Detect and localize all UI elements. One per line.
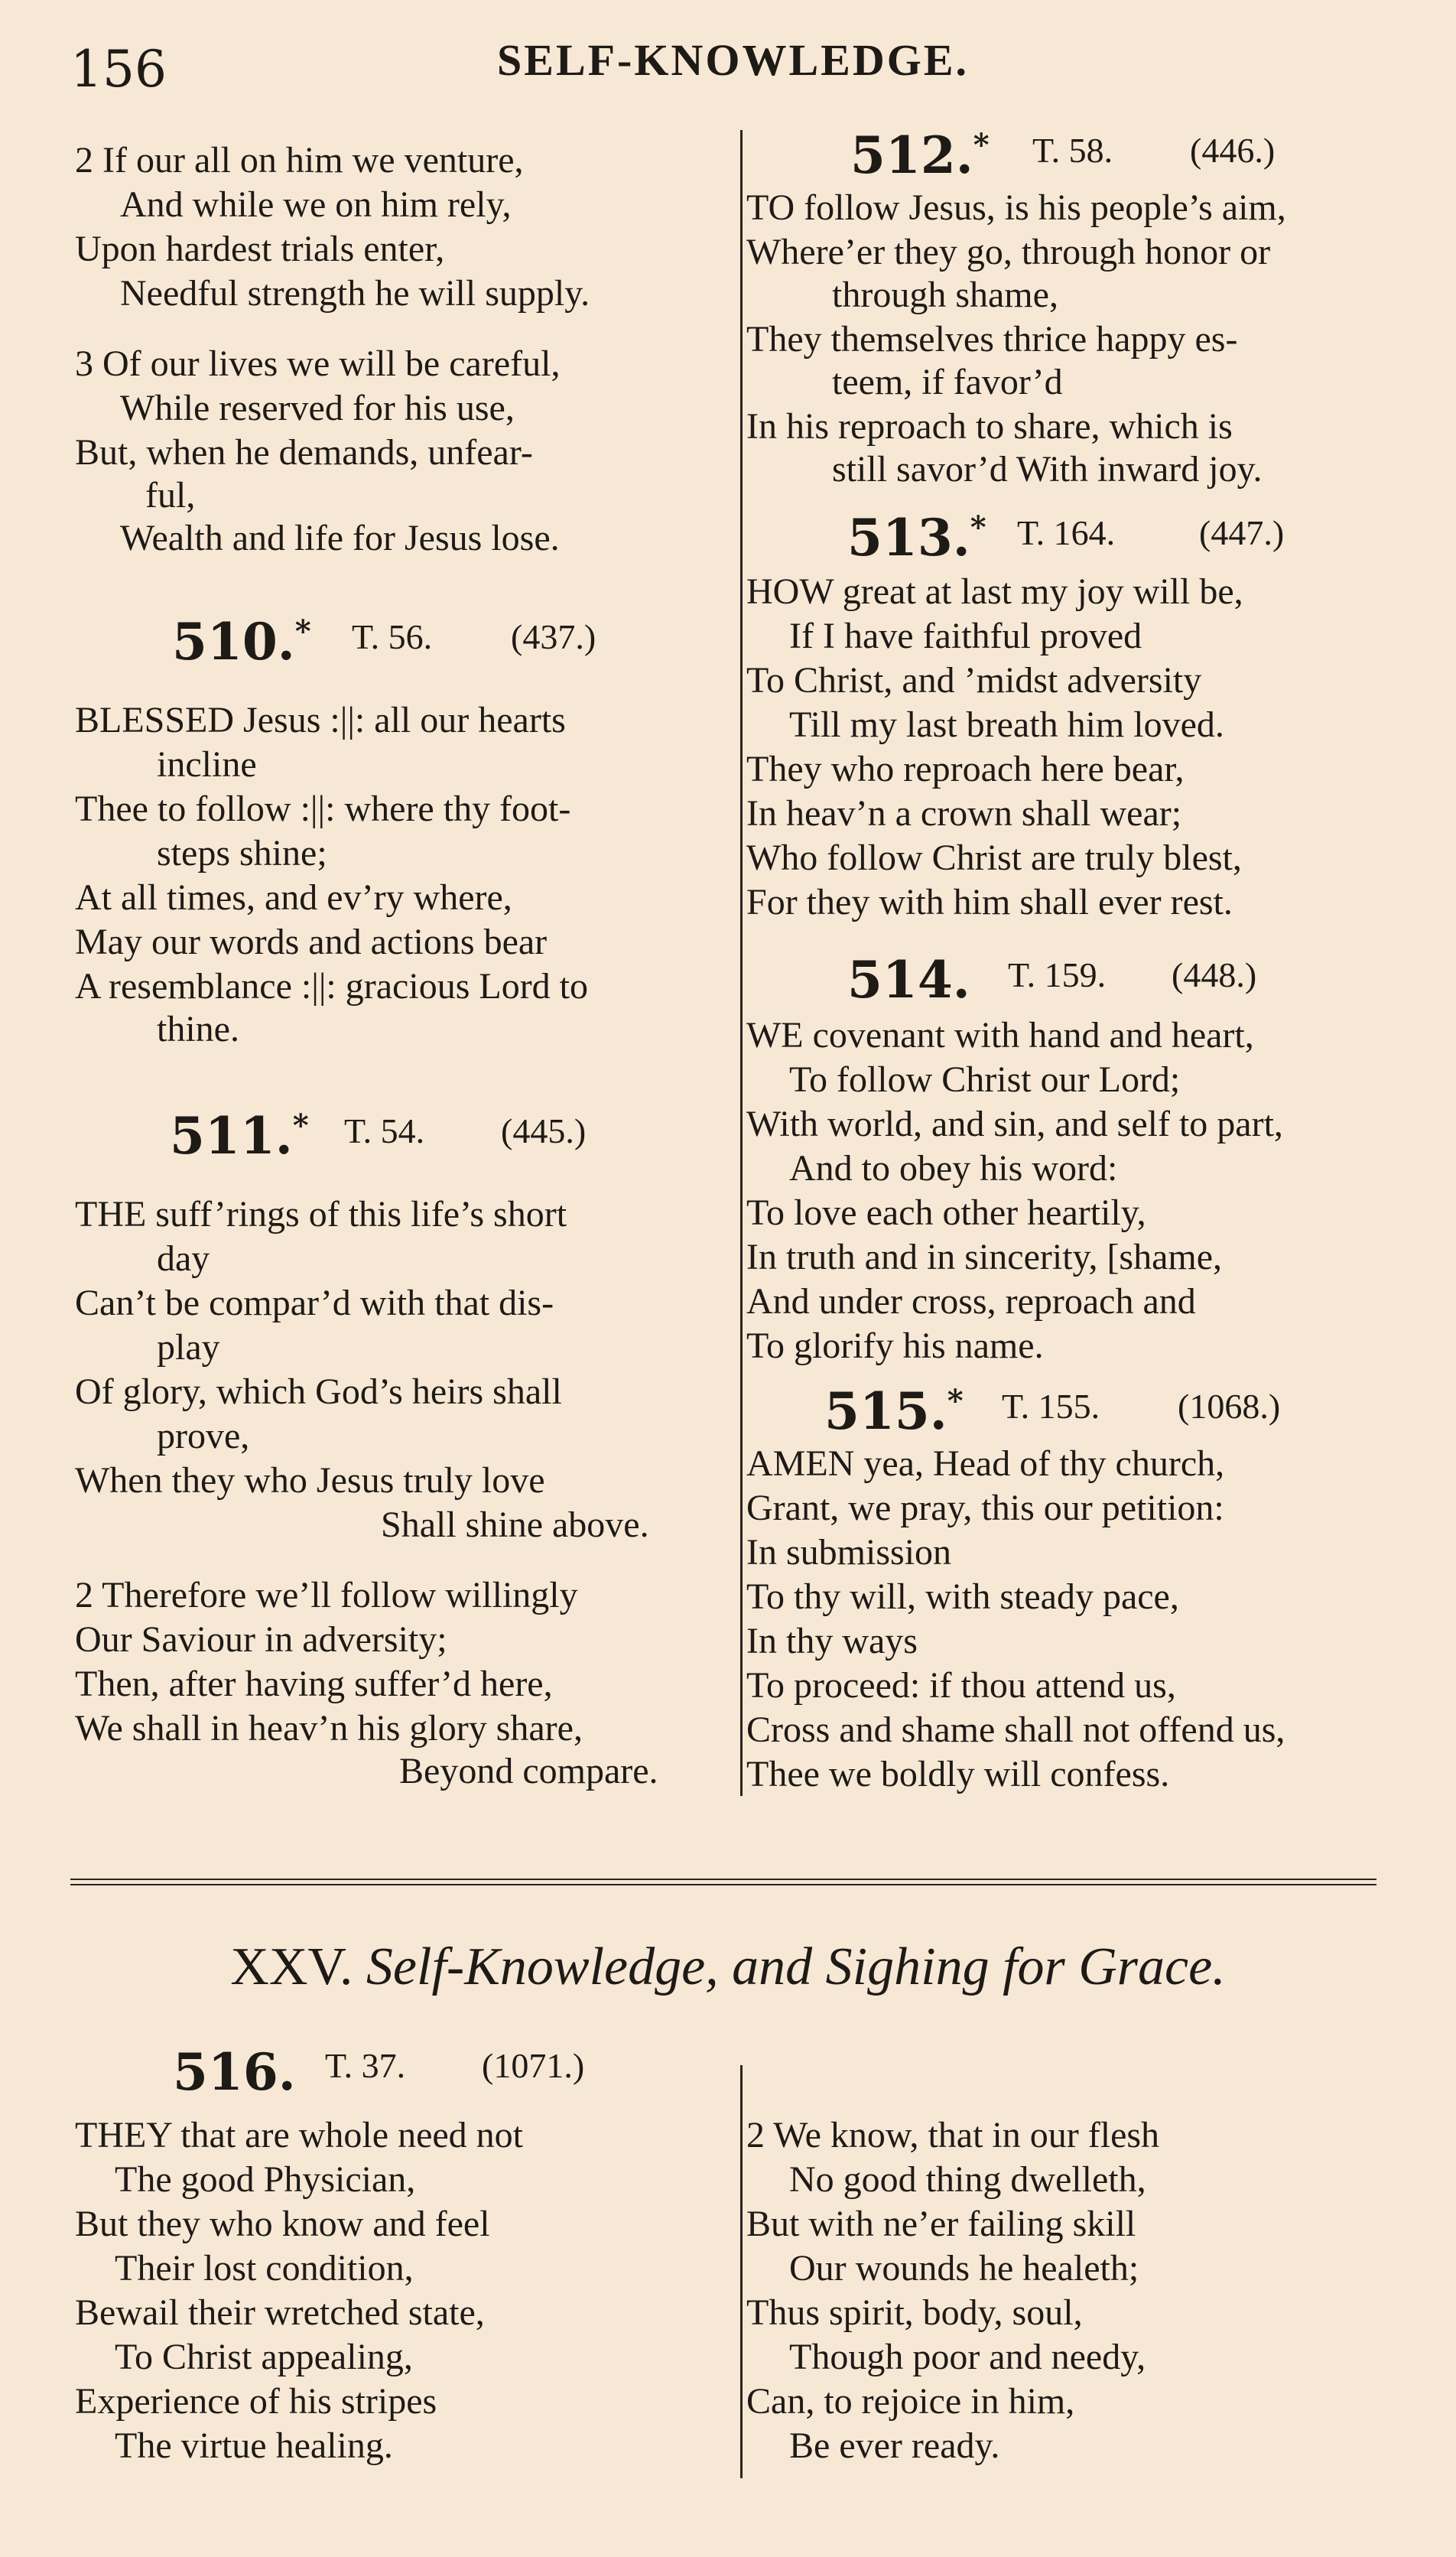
verse-line: But with ne’er failing skill	[746, 2204, 1136, 2244]
verse-line: To Christ appealing,	[115, 2337, 413, 2377]
verse-line: To follow Christ our Lord;	[789, 1059, 1181, 1100]
hymn-reference: (437.)	[511, 617, 596, 656]
verse-line: In truth and in sincerity, [shame,	[746, 1237, 1223, 1277]
verse-line: TO follow Jesus, is his people’s aim,	[746, 187, 1286, 228]
verse-line: Needful strength he will supply.	[120, 273, 590, 314]
tune-number: T. 37.	[325, 2046, 406, 2085]
verse-line: steps shine;	[157, 833, 327, 873]
column-divider-bottom	[740, 2065, 743, 2478]
verse-line: If I have faithful proved	[789, 616, 1142, 656]
verse-line: Where’er they go, through honor or	[746, 232, 1271, 272]
verse-line: For they with him shall ever rest.	[746, 882, 1233, 922]
tune-number: T. 159.	[1008, 955, 1107, 994]
verse-line: With world, and sin, and self to part,	[746, 1104, 1283, 1144]
page-number: 156	[70, 40, 167, 99]
verse-line: And to obey his word:	[789, 1148, 1118, 1189]
hymn-reference: (1071.)	[482, 2046, 585, 2085]
verse-line: To Christ, and ’midst adversity	[746, 660, 1202, 701]
section-heading	[0, 1937, 1456, 1998]
column-divider-top	[740, 130, 743, 1796]
verse-line: thine.	[157, 1009, 239, 1049]
verse-line: Shall shine above.	[381, 1505, 649, 1545]
verse-line: Can’t be compar’d with that dis-	[75, 1283, 554, 1323]
tune-number: T. 54.	[344, 1111, 425, 1150]
verse-line: May our words and actions bear	[75, 922, 548, 962]
hymn-number: 516.	[173, 2042, 296, 2102]
hymn-reference: (448.)	[1172, 955, 1257, 994]
verse-line: ful,	[145, 475, 196, 516]
section-numeral: XXV.	[230, 1937, 353, 1996]
verse-line: In heav’n a crown shall wear;	[746, 793, 1182, 834]
verse-line: To glorify his name.	[746, 1326, 1044, 1366]
verse-line: Beyond compare.	[399, 1751, 658, 1791]
section-title-part-2: and Sighing for Grace.	[732, 1937, 1226, 1996]
hymn-number: 510.*	[172, 612, 311, 672]
verse-line: While reserved for his use,	[120, 388, 515, 428]
hymn-number: 511.*	[170, 1106, 309, 1166]
verse-line: Our wounds he healeth;	[789, 2248, 1139, 2289]
verse-line: Grant, we pray, this our petition:	[746, 1488, 1224, 1528]
verse-line: Bewail their wretched state,	[75, 2292, 485, 2333]
hymn-number: 512.*	[850, 125, 990, 185]
verse-line: Though poor and needy,	[789, 2337, 1146, 2377]
verse-line: Thus spirit, body, soul,	[746, 2292, 1083, 2333]
verse-line: Be ever ready.	[789, 2425, 1000, 2466]
verse-line: Their lost condition,	[115, 2248, 414, 2289]
hymn-number: 515.*	[824, 1381, 964, 1441]
running-head: SELF-KNOWLEDGE.	[497, 35, 970, 85]
verse-line: We shall in heav’n his glory share,	[75, 1708, 583, 1749]
verse-line: To proceed: if thou attend us,	[746, 1665, 1176, 1706]
verse-line: Thee to follow :||: where thy foot-	[75, 789, 571, 829]
tune-number: T. 155.	[1002, 1387, 1100, 1426]
verse-line: teem, if favor’d	[832, 362, 1063, 402]
tune-number: T. 56.	[352, 617, 433, 656]
verse-line: The good Physician,	[115, 2159, 416, 2200]
verse-line: In submission	[746, 1532, 952, 1573]
verse-line: In his reproach to share, which is	[746, 406, 1233, 447]
hymn-reference: (445.)	[501, 1111, 587, 1150]
verse-line: They who reproach here bear,	[746, 749, 1185, 789]
verse-line: prove,	[157, 1416, 250, 1456]
verse-line: day	[157, 1238, 210, 1279]
verse-line: incline	[157, 744, 257, 785]
verse-line: To thy will, with steady pace,	[746, 1576, 1179, 1617]
verse-line: Upon hardest trials enter,	[75, 229, 445, 269]
tune-number: T. 164.	[1017, 513, 1116, 552]
verse-line: AMEN yea, Head of thy church,	[746, 1443, 1225, 1484]
verse-line: THE suff’rings of this life’s short	[75, 1194, 567, 1235]
section-title-part-1: Self-Knowledge,	[366, 1937, 719, 1996]
hymn-reference: (446.)	[1190, 131, 1276, 170]
verse-line: In thy ways	[746, 1621, 918, 1661]
verse-line: HOW great at last my joy will be,	[746, 571, 1243, 612]
verse-line: BLESSED Jesus :||: all our hearts	[75, 700, 566, 740]
verse-line: 2 If our all on him we venture,	[75, 140, 524, 181]
verse-line: A resemblance :||: gracious Lord to	[75, 966, 589, 1007]
verse-line: When they who Jesus truly love	[75, 1460, 545, 1501]
verse-line: But, when he demands, unfear-	[75, 432, 533, 473]
verse-line: No good thing dwelleth,	[789, 2159, 1146, 2200]
verse-line: Wealth and life for Jesus lose.	[120, 518, 560, 558]
verse-line: Our Saviour in adversity;	[75, 1619, 447, 1660]
verse-line: Can, to rejoice in him,	[746, 2381, 1075, 2422]
verse-line: Cross and shame shall not offend us,	[746, 1710, 1285, 1750]
tune-number: T. 58.	[1032, 131, 1113, 170]
verse-line: And while we on him rely,	[120, 184, 512, 225]
verse-line: Experience of his stripes	[75, 2381, 437, 2422]
verse-line: THEY that are whole need not	[75, 2115, 524, 2155]
verse-line: At all times, and ev’ry where,	[75, 877, 512, 918]
verse-line: through shame,	[832, 275, 1058, 315]
hymn-number: 514.	[847, 950, 970, 1010]
verse-line: To love each other heartily,	[746, 1192, 1146, 1233]
hymn-number: 513.*	[847, 508, 986, 568]
verse-line: And under cross, reproach and	[746, 1281, 1196, 1322]
verse-line: 2 We know, that in our flesh	[746, 2115, 1160, 2155]
verse-line: play	[157, 1327, 220, 1368]
verse-line: Thee we boldly will confess.	[746, 1754, 1170, 1794]
verse-line: The virtue healing.	[115, 2425, 393, 2466]
verse-line: 3 Of our lives we will be careful,	[75, 343, 561, 384]
verse-line: Till my last breath him loved.	[789, 704, 1224, 745]
verse-line: They themselves thrice happy es-	[746, 319, 1238, 359]
verse-line: 2 Therefore we’ll follow willingly	[75, 1575, 578, 1615]
hymn-reference: (1068.)	[1178, 1387, 1281, 1426]
verse-line: still savor’d With inward joy.	[832, 449, 1263, 490]
hymn-reference: (447.)	[1199, 513, 1285, 552]
verse-line: WE covenant with hand and heart,	[746, 1015, 1254, 1056]
verse-line: Of glory, which God’s heirs shall	[75, 1371, 562, 1412]
section-divider-rule	[70, 1879, 1376, 1885]
verse-line: But they who know and feel	[75, 2204, 490, 2244]
verse-line: Who follow Christ are truly blest,	[746, 838, 1242, 878]
verse-line: Then, after having suffer’d here,	[75, 1664, 553, 1704]
